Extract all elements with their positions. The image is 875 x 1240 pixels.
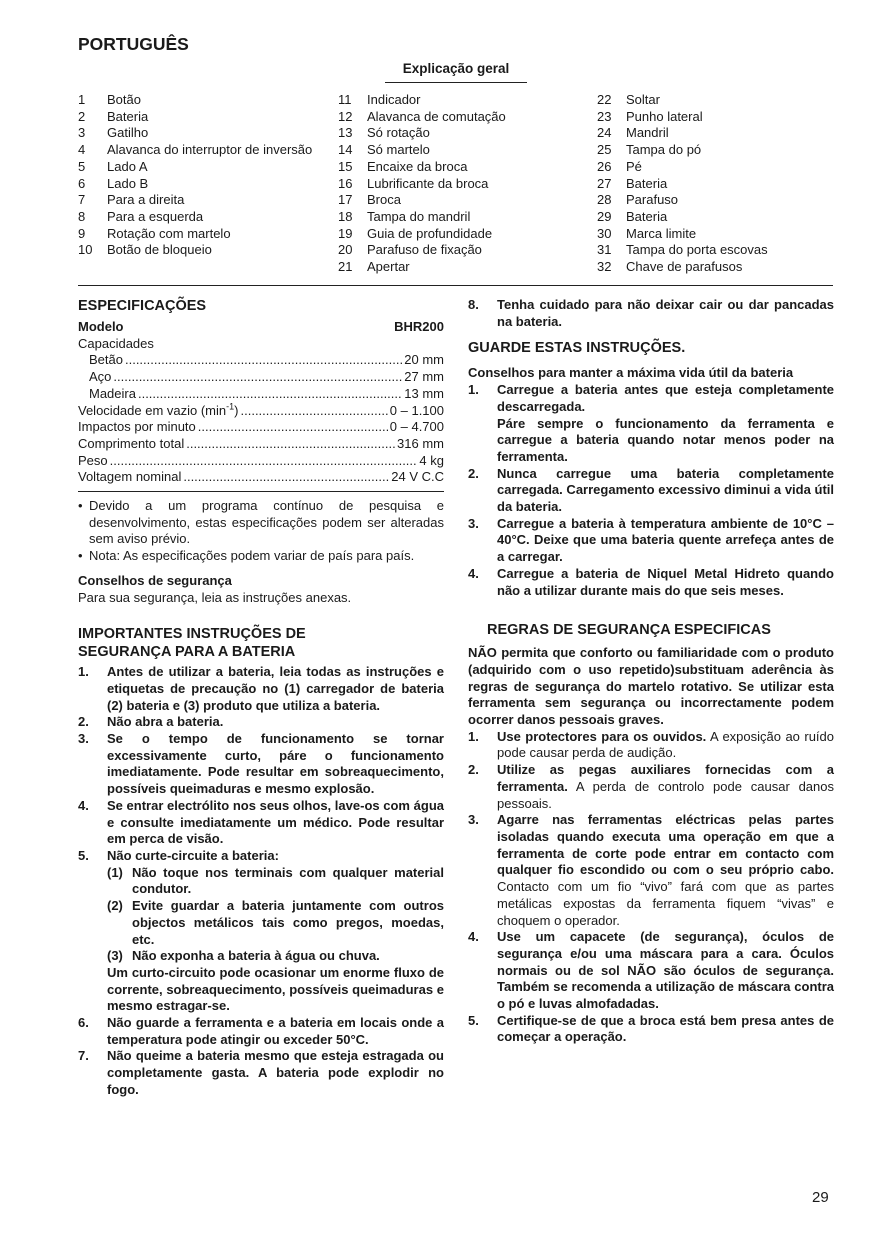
part-number: 18 — [338, 208, 353, 224]
part-number: 22 — [597, 92, 612, 107]
spec-value: 24 V C.C — [391, 469, 444, 485]
part-number: 16 — [338, 175, 353, 191]
divider — [78, 285, 833, 286]
parts-list-item — [597, 226, 847, 243]
item-bold-text: Agarre nas ferramentas eléctricas pelas partes isoladas quando executa uma operação em que a ferramenta de corte pode entrar em contacto com qualquer fio escondido ou com o seu próprio cabo. — [497, 812, 834, 878]
item-bold-text: Use um capacete (de segurança), óculos de segurança e/ou uma máscara para a cara. Óculos normais ou de sol NÃO são óculos de segurança. Também se recomenda a utilização de máscara contra o pó e luvas almofadadas. — [497, 929, 834, 1012]
part-label: Punho lateral — [626, 108, 703, 124]
sub-item-number: (1) — [107, 864, 123, 880]
sub-item-number: (3) — [107, 948, 123, 964]
parts-list-item — [338, 226, 588, 243]
part-label: Bateria — [107, 108, 149, 124]
item-number: 6. — [78, 1015, 89, 1031]
part-number: 19 — [338, 225, 353, 241]
spec-label-close: ) — [234, 402, 239, 418]
spec-value: 20 mm — [404, 352, 444, 368]
item-number: 5. — [78, 847, 89, 863]
parts-list-col-2 — [338, 92, 588, 276]
parts-list-col-1 — [78, 92, 328, 259]
part-number: 2 — [78, 108, 86, 124]
specs-heading: ESPECIFICAÇÕES — [78, 298, 207, 314]
part-label: Lado B — [107, 175, 149, 191]
parts-list-item — [338, 192, 588, 209]
part-number: 27 — [597, 175, 612, 191]
parts-list-item — [338, 176, 588, 193]
part-label: Apertar — [367, 259, 410, 275]
sub-item — [107, 865, 444, 898]
part-label: Marca limite — [626, 225, 697, 241]
parts-list-item — [78, 142, 328, 159]
item-text — [497, 1013, 834, 1046]
part-number: 7 — [78, 192, 86, 208]
item-text: Carregue a bateria antes que esteja completamente descarregada. — [497, 382, 834, 414]
parts-list-col-3 — [597, 92, 847, 276]
safety-heading: Conselhos de segurança — [78, 572, 232, 588]
spec-value: 0 – 1.100 — [389, 402, 444, 418]
list-item — [78, 731, 444, 798]
safety-text: Para sua segurança, leia as instruções anexas. — [78, 589, 352, 605]
list-item — [468, 466, 834, 516]
spec-note — [78, 548, 444, 565]
rules-heading: REGRAS DE SEGURANÇA ESPECIFICAS — [487, 622, 771, 639]
leader-dots — [241, 403, 388, 420]
parts-list-item — [338, 125, 588, 142]
right-column — [468, 297, 834, 1046]
spec-label: Aço — [89, 369, 112, 385]
spec-row — [78, 369, 444, 386]
list-item — [468, 297, 834, 330]
spec-sup: -1 — [226, 401, 235, 412]
keep-subheading: Conselhos para manter a máxima vida útil da bateria — [468, 365, 794, 381]
part-label: Botão de bloqueio — [107, 242, 212, 258]
list-item — [78, 848, 444, 1015]
spec-row — [78, 386, 444, 403]
parts-list-item — [597, 159, 847, 176]
list-item — [468, 516, 834, 566]
part-number: 29 — [597, 208, 612, 224]
item-bold-text: Utilize as pegas auxiliares fornecidas com a ferramenta. — [497, 762, 834, 794]
item-body — [497, 382, 834, 466]
spec-label: Madeira — [89, 385, 136, 401]
spec-row — [78, 453, 444, 470]
spec-label: Voltagem nominal — [78, 469, 182, 485]
list-item — [468, 566, 834, 599]
part-label: Para a esquerda — [107, 208, 204, 224]
spec-value: BHR200 — [394, 319, 444, 334]
item-body — [497, 466, 834, 516]
item-text: Carregue a bateria de Niquel Metal Hidreto quando não a utilizar durante mais do que seis meses. — [497, 565, 834, 598]
parts-list-item — [597, 259, 847, 276]
part-label: Parafuso — [626, 192, 679, 208]
part-label: Guia de profundidade — [367, 225, 493, 241]
parts-list-item — [338, 159, 588, 176]
part-number: 15 — [338, 158, 353, 174]
parts-list-item — [78, 242, 328, 259]
keep-heading: GUARDE ESTAS INSTRUÇÕES. — [468, 340, 686, 357]
part-label: Rotação com martelo — [107, 225, 231, 241]
item-body — [497, 762, 834, 812]
part-number: 21 — [338, 259, 353, 275]
spec-note — [78, 498, 444, 548]
parts-list-item — [597, 125, 847, 142]
item-body — [107, 798, 444, 848]
item-number: 5. — [468, 1012, 479, 1028]
item-text: Tenha cuidado para não deixar cair ou dar pancadas na bateria. — [497, 297, 834, 329]
part-label: Broca — [367, 192, 401, 208]
parts-list-item — [78, 125, 328, 142]
parts-list-item — [597, 109, 847, 126]
parts-list-item — [338, 259, 588, 276]
part-number: 20 — [338, 242, 353, 258]
parts-list-item — [597, 92, 847, 109]
part-label: Soltar — [626, 92, 660, 107]
spec-value: 27 mm — [404, 369, 444, 385]
list-item — [78, 1048, 444, 1098]
item-number: 4. — [78, 797, 89, 813]
leader-dots — [125, 352, 402, 369]
item-body — [497, 729, 834, 762]
battery-heading-line-2: SEGURANÇA PARA A BATERIA — [78, 644, 296, 661]
part-label: Alavanca de comutação — [367, 108, 506, 124]
item-bold-text: Certifique-se de que a broca está bem presa antes de começar a operação. — [497, 1012, 834, 1045]
part-number: 17 — [338, 192, 353, 208]
item-text: Se o tempo de funcionamento se tornar excessivamente curto, páre o funcionamento imediatamente. Pode resultar em sobreaquecimento, possíveis queimaduras e mesmo explosão. — [107, 731, 444, 797]
parts-list-item — [78, 192, 328, 209]
item-text: Carregue a bateria à temperatura ambiente de 10°C – 40°C. Deixe que uma bateria quente arrefeça antes de a carregar. — [497, 515, 834, 565]
part-number: 5 — [78, 158, 86, 174]
note-text: Nota: As especificações podem variar de país para país. — [89, 548, 415, 564]
parts-list-item — [78, 226, 328, 243]
item-body — [107, 731, 444, 798]
part-number: 10 — [78, 242, 93, 258]
part-label: Para a direita — [107, 192, 185, 208]
sub-item-text: Evite guardar a bateria juntamente com outros objectos metálicos tais como pregos, moedas, etc. — [132, 898, 444, 947]
item-text: Não curte-circuite a bateria: — [107, 847, 279, 863]
part-label: Tampa do mandril — [367, 208, 471, 224]
item-number: 4. — [468, 565, 479, 581]
part-number: 24 — [597, 125, 612, 141]
item-body — [497, 297, 834, 330]
item-number: 7. — [78, 1048, 89, 1064]
spec-value: 4 kg — [419, 452, 444, 468]
spec-row — [78, 469, 444, 486]
item-text: Não queime a bateria mesmo que esteja estragada ou completamente gasta. A bateria pode explodir no fogo. — [107, 1048, 444, 1097]
item-text: Antes de utilizar a bateria, leia todas as instruções e etiquetas de precaução no (1) carregador de bateria (2) bateria e (3) produto que utiliza a bateria. — [107, 664, 444, 713]
spec-value: 0 – 4.700 — [389, 419, 444, 435]
bullet-icon: • — [78, 498, 83, 514]
item-body — [497, 812, 834, 929]
part-number: 30 — [597, 225, 612, 241]
part-number: 1 — [78, 92, 86, 107]
leader-dots — [183, 469, 389, 486]
spec-label: Comprimento total — [78, 435, 185, 451]
parts-list-item — [597, 242, 847, 259]
item-number: 2. — [78, 714, 89, 730]
part-number: 3 — [78, 125, 86, 141]
spec-value: 13 mm — [404, 385, 444, 401]
item-text-2: Páre sempre o funcionamento da ferramenta e carregue a bateria quando notar menos poder na ferramenta. — [497, 415, 834, 464]
list-item — [78, 1015, 444, 1048]
parts-list-item — [597, 192, 847, 209]
item-continuation: Um curto-circuito pode ocasionar um enorme fluxo de corrente, sobreaquecimento, possíveis queimaduras e mesmo estragar-se. — [107, 964, 444, 1014]
sub-item — [107, 898, 444, 948]
list-item — [468, 382, 834, 466]
battery-heading — [78, 625, 444, 661]
part-label: Lubrificante da broca — [367, 175, 489, 191]
item-text — [497, 762, 834, 812]
list-item — [78, 714, 444, 731]
part-number: 12 — [338, 108, 353, 124]
parts-list-item — [338, 142, 588, 159]
item-text — [497, 729, 834, 762]
bullet-icon: • — [78, 548, 83, 564]
item-body — [107, 848, 444, 1015]
spec-label — [78, 403, 239, 420]
part-number: 32 — [597, 259, 612, 275]
part-label: Pé — [626, 158, 642, 174]
item-normal-text: Contacto com um fio “vivo” fará com que as partes metálicas expostas da ferramenta fiquem “vivas” e choquem o operador. — [497, 879, 834, 928]
list-item — [78, 798, 444, 848]
item-body — [497, 929, 834, 1013]
part-label: Lado A — [107, 158, 148, 174]
item-text — [497, 812, 834, 929]
page-number: 29 — [812, 1189, 829, 1206]
part-label: Mandril — [626, 125, 669, 141]
item-number: 3. — [468, 515, 479, 531]
spec-row — [78, 352, 444, 369]
spec-capacities-label: Capacidades — [78, 335, 154, 351]
note-text: Devido a um programa contínuo de pesquisa e desenvolvimento, estas especificações podem ser alteradas sem aviso prévio. — [89, 498, 444, 547]
part-label: Bateria — [626, 208, 668, 224]
sub-item-number: (2) — [107, 898, 123, 914]
item-number: 3. — [468, 812, 479, 828]
part-label: Tampa do porta escovas — [626, 242, 768, 258]
list-item — [468, 762, 834, 812]
item-number: 1. — [78, 664, 89, 680]
item-normal-text: A exposição ao ruído pode causar perda de audição. — [497, 728, 834, 761]
part-label: Tampa do pó — [626, 142, 702, 158]
part-label: Só rotação — [367, 125, 430, 141]
item-body — [107, 1015, 444, 1048]
part-number: 14 — [338, 142, 353, 158]
item-body — [107, 664, 444, 714]
sub-item-text: Não exponha a bateria à água ou chuva. — [132, 948, 380, 964]
leader-dots — [186, 436, 395, 453]
part-number: 23 — [597, 108, 612, 124]
item-number: 2. — [468, 465, 479, 481]
parts-list-item — [78, 209, 328, 226]
part-label: Parafuso de fixação — [367, 242, 482, 258]
list-item — [468, 812, 834, 929]
rules-intro: NÃO permita que conforto ou familiaridade com o produto (adquirido com o uso repetido)substituam aderência às regras de segurança do martelo rotativo. Se utilizar esta ferramenta sem segurança ou incorrectamente podem ocorrer danos pessoais graves. — [468, 645, 834, 728]
part-label: Bateria — [626, 175, 668, 191]
parts-list-item — [338, 242, 588, 259]
parts-list-item — [338, 109, 588, 126]
item-text — [497, 929, 834, 1013]
list-item — [78, 664, 444, 714]
part-number: 31 — [597, 242, 612, 258]
part-label: Só martelo — [367, 142, 430, 158]
item-text: Não abra a bateria. — [107, 714, 224, 730]
leader-dots — [198, 419, 388, 436]
parts-list-item — [597, 209, 847, 226]
leader-dots — [110, 453, 418, 470]
spec-label: Peso — [78, 452, 108, 468]
part-number: 13 — [338, 125, 353, 141]
item-body — [107, 1048, 444, 1098]
spec-label: Impactos por minuto — [78, 419, 196, 435]
spec-label: Betão — [89, 352, 123, 368]
part-number: 28 — [597, 192, 612, 208]
parts-list-item — [78, 109, 328, 126]
leader-dots — [113, 369, 402, 386]
item-text: Não guarde a ferramenta e a bateria em locais onde a temperatura pode atingir ou exceder 50°C. — [107, 1015, 444, 1047]
parts-list-item — [597, 142, 847, 159]
part-label: Botão — [107, 92, 141, 107]
spec-label: Modelo — [78, 319, 124, 334]
part-label: Encaixe da broca — [367, 158, 468, 174]
part-number: 11 — [338, 92, 352, 107]
item-number: 1. — [468, 382, 479, 398]
item-text: Nunca carregue uma bateria completamente carregada. Carregamento excessivo diminui a vida útil da bateria. — [497, 465, 834, 515]
item-body — [497, 566, 834, 599]
item-number: 8. — [468, 297, 479, 312]
part-number: 4 — [78, 142, 86, 158]
item-body — [497, 1013, 834, 1046]
spec-model — [78, 319, 444, 336]
item-bold-text: Use protectores para os ouvidos. — [497, 728, 707, 744]
part-number: 6 — [78, 175, 86, 191]
left-column — [78, 297, 444, 1099]
parts-list-item — [78, 159, 328, 176]
item-number: 3. — [78, 731, 89, 747]
spec-label-text: Velocidade em vazio (min — [78, 402, 227, 418]
part-number: 25 — [597, 142, 612, 158]
language-heading: PORTUGUÊS — [78, 34, 189, 54]
item-text: Se entrar electrólito nos seus olhos, lave-os com água e consulte imediatamente um médico. Pode resultar em perca de visão. — [107, 797, 444, 847]
part-number: 26 — [597, 158, 612, 174]
item-body — [497, 516, 834, 566]
parts-list-item — [78, 176, 328, 193]
sub-item — [107, 948, 444, 965]
parts-list-item — [338, 209, 588, 226]
parts-list-item — [78, 92, 328, 109]
parts-title: Explicação geral — [385, 61, 527, 83]
list-item — [468, 1013, 834, 1046]
part-number: 9 — [78, 225, 86, 241]
leader-dots — [138, 386, 402, 403]
item-body — [107, 714, 444, 731]
parts-list-item — [338, 92, 588, 109]
item-number: 4. — [468, 929, 479, 945]
part-label: Indicador — [367, 92, 421, 107]
item-number: 2. — [468, 762, 479, 778]
part-label: Alavanca do interruptor de inversão — [107, 142, 313, 158]
spec-value: 316 mm — [397, 435, 444, 451]
spec-row — [78, 436, 444, 453]
spec-speed — [78, 403, 444, 420]
battery-heading-line-1: IMPORTANTES INSTRUÇÕES DE — [78, 626, 306, 643]
parts-list-item — [597, 176, 847, 193]
spec-row — [78, 419, 444, 436]
item-normal-text: A perda de controlo pode causar danos pessoais. — [497, 778, 834, 811]
item-number: 1. — [468, 728, 479, 744]
part-label: Gatilho — [107, 125, 149, 141]
list-item — [468, 929, 834, 1013]
part-number: 8 — [78, 208, 86, 224]
sub-item-text: Não toque nos terminais com qualquer material condutor. — [132, 864, 444, 897]
part-label: Chave de parafusos — [626, 259, 743, 275]
list-item — [468, 729, 834, 762]
